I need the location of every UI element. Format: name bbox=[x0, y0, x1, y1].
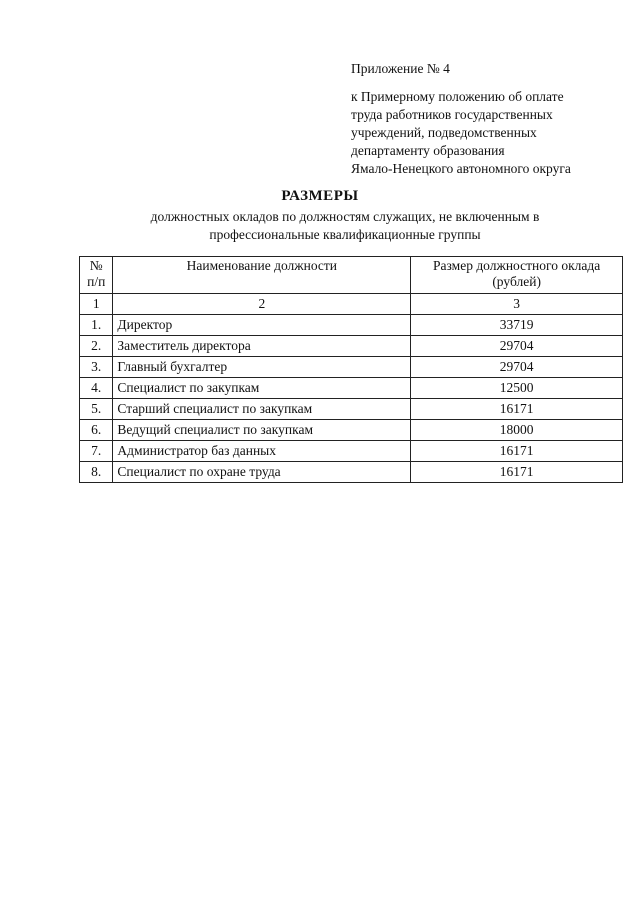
appendix-block bbox=[351, 60, 621, 178]
appendix-line: учреждений, подведомственных bbox=[351, 125, 537, 140]
column-number-row bbox=[80, 294, 623, 315]
position-name: Заместитель директора bbox=[113, 336, 411, 357]
table-row bbox=[80, 315, 623, 336]
appendix-line: Ямало-Ненецкого автономного округа bbox=[351, 161, 571, 176]
appendix-line: труда работников государственных bbox=[351, 107, 553, 122]
position-name: Специалист по закупкам bbox=[113, 378, 411, 399]
subtitle-line: профессиональные квалификационные группы bbox=[209, 227, 481, 242]
column-number: 1 bbox=[80, 294, 113, 315]
row-number: 6. bbox=[80, 420, 113, 441]
row-number: 8. bbox=[80, 462, 113, 483]
table-row bbox=[80, 378, 623, 399]
table-row bbox=[80, 441, 623, 462]
row-number: 3. bbox=[80, 357, 113, 378]
position-name: Главный бухгалтер bbox=[113, 357, 411, 378]
row-number: 1. bbox=[80, 315, 113, 336]
position-name: Старший специалист по закупкам bbox=[113, 399, 411, 420]
table-row bbox=[80, 399, 623, 420]
salary-value: 29704 bbox=[411, 336, 623, 357]
table-row bbox=[80, 357, 623, 378]
header-salary-line: (рублей) bbox=[492, 274, 541, 289]
salary-value: 18000 bbox=[411, 420, 623, 441]
position-name: Администратор баз данных bbox=[113, 441, 411, 462]
row-number: 5. bbox=[80, 399, 113, 420]
appendix-number: Приложение № 4 bbox=[351, 61, 450, 76]
header-salary-line: Размер должностного оклада bbox=[433, 258, 601, 273]
column-number: 3 bbox=[411, 294, 623, 315]
header-num bbox=[80, 257, 113, 294]
document-title: РАЗМЕРЫ bbox=[281, 188, 359, 204]
salary-value: 16171 bbox=[411, 399, 623, 420]
document-subtitle bbox=[0, 208, 640, 244]
salary-value: 33719 bbox=[411, 315, 623, 336]
salary-value: 12500 bbox=[411, 378, 623, 399]
header-num-line: № bbox=[89, 258, 103, 273]
header-num-line: п/п bbox=[87, 274, 106, 289]
salary-table bbox=[79, 256, 623, 483]
column-number: 2 bbox=[113, 294, 411, 315]
salary-value: 16171 bbox=[411, 441, 623, 462]
row-number: 4. bbox=[80, 378, 113, 399]
position-name: Ведущий специалист по закупкам bbox=[113, 420, 411, 441]
header-name: Наименование должности bbox=[113, 257, 411, 294]
salary-value: 16171 bbox=[411, 462, 623, 483]
salary-value: 29704 bbox=[411, 357, 623, 378]
appendix-line: департаменту образования bbox=[351, 143, 505, 158]
table-body bbox=[80, 315, 623, 483]
position-name: Специалист по охране труда bbox=[113, 462, 411, 483]
position-name: Директор bbox=[113, 315, 411, 336]
subtitle-line: должностных окладов по должностям служащих, не включенным в bbox=[150, 209, 540, 224]
header-salary bbox=[411, 257, 623, 294]
table-header-row bbox=[80, 257, 623, 294]
table-row bbox=[80, 420, 623, 441]
table-row bbox=[80, 462, 623, 483]
row-number: 2. bbox=[80, 336, 113, 357]
row-number: 7. bbox=[80, 441, 113, 462]
appendix-line: к Примерному положению об оплате bbox=[351, 89, 564, 104]
table-row bbox=[80, 336, 623, 357]
